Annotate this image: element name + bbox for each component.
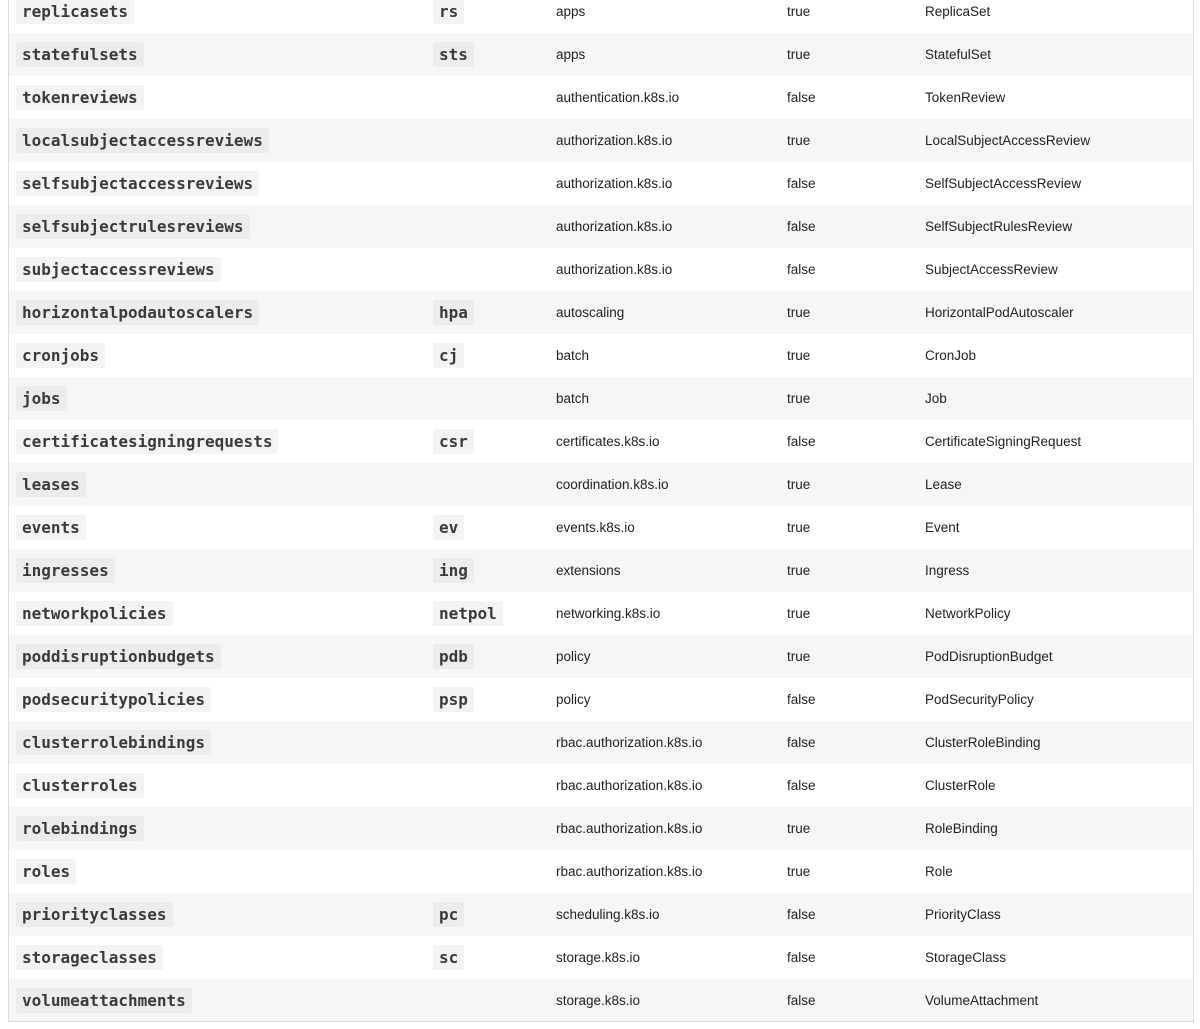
apigroup-cell-text: coordination.k8s.io: [556, 476, 669, 492]
kind-cell-text: Lease: [925, 476, 962, 492]
kind-cell: [925, 893, 1193, 936]
kind-cell-text: Event: [925, 519, 960, 535]
namespaced-cell: [787, 592, 925, 635]
shortnames-cell: [422, 592, 556, 635]
namespaced-cell: [787, 893, 925, 936]
resource-name-cell-code: certificatesigningrequests: [16, 429, 278, 454]
apigroup-cell-text: policy: [556, 691, 591, 707]
kind-cell: [925, 463, 1193, 506]
kind-cell: [925, 721, 1193, 764]
shortnames-cell: [422, 334, 556, 377]
apigroup-cell-text: scheduling.k8s.io: [556, 906, 660, 922]
apigroup-cell: [556, 119, 787, 162]
apigroup-cell: [556, 463, 787, 506]
kind-cell-text: Ingress: [925, 562, 970, 578]
apigroup-cell: [556, 0, 787, 33]
resource-name-cell: [9, 549, 422, 592]
shortnames-cell: [422, 721, 556, 764]
apigroup-cell-text: policy: [556, 648, 591, 664]
table-row: [9, 33, 1193, 76]
table-row: [9, 678, 1193, 721]
resource-name-cell-code: rolebindings: [16, 816, 144, 841]
shortnames-cell: [422, 764, 556, 807]
resource-name-cell: [9, 420, 422, 463]
kind-cell-text: NetworkPolicy: [925, 605, 1011, 621]
namespaced-cell-text: false: [787, 691, 816, 707]
shortnames-cell: [422, 678, 556, 721]
resource-name-cell: [9, 248, 422, 291]
table-row: [9, 119, 1193, 162]
resource-name-cell: [9, 678, 422, 721]
kind-cell: [925, 162, 1193, 205]
namespaced-cell: [787, 420, 925, 463]
apigroup-cell-text: extensions: [556, 562, 621, 578]
kind-cell: [925, 592, 1193, 635]
namespaced-cell-text: false: [787, 949, 816, 965]
resource-name-cell-code: statefulsets: [16, 42, 144, 67]
apigroup-cell: [556, 850, 787, 893]
namespaced-cell-text: false: [787, 734, 816, 750]
shortnames-cell: [422, 76, 556, 119]
shortnames-cell-code: sc: [433, 945, 464, 970]
apigroup-cell: [556, 33, 787, 76]
resource-name-cell: [9, 635, 422, 678]
apigroup-cell-text: rbac.authorization.k8s.io: [556, 863, 703, 879]
namespaced-cell-text: false: [787, 89, 816, 105]
shortnames-cell: [422, 0, 556, 33]
resource-name-cell: [9, 377, 422, 420]
resource-name-cell-code: jobs: [16, 386, 67, 411]
resource-name-cell-code: selfsubjectaccessreviews: [16, 171, 259, 196]
kind-cell: [925, 420, 1193, 463]
apigroup-cell: [556, 549, 787, 592]
kind-cell-text: CronJob: [925, 347, 977, 363]
kind-cell: [925, 936, 1193, 979]
namespaced-cell: [787, 936, 925, 979]
namespaced-cell-text: true: [787, 476, 811, 492]
shortnames-cell-code: rs: [433, 0, 464, 24]
shortnames-cell: [422, 549, 556, 592]
apigroup-cell: [556, 807, 787, 850]
shortnames-cell: [422, 119, 556, 162]
table-row: [9, 377, 1193, 420]
table-row: [9, 506, 1193, 549]
table-row: [9, 334, 1193, 377]
namespaced-cell: [787, 377, 925, 420]
kind-cell: [925, 377, 1193, 420]
namespaced-cell-text: true: [787, 562, 811, 578]
namespaced-cell: [787, 291, 925, 334]
shortnames-cell: [422, 248, 556, 291]
apigroup-cell-text: batch: [556, 390, 590, 406]
resource-name-cell-code: roles: [16, 859, 76, 884]
table-row: [9, 463, 1193, 506]
apigroup-cell-text: autoscaling: [556, 304, 625, 320]
apigroup-cell: [556, 936, 787, 979]
table-row: [9, 291, 1193, 334]
shortnames-cell: [422, 420, 556, 463]
table-row: [9, 936, 1193, 979]
namespaced-cell-text: true: [787, 605, 811, 621]
resource-name-cell-code: tokenreviews: [16, 85, 144, 110]
resource-name-cell-code: localsubjectaccessreviews: [16, 128, 269, 153]
apigroup-cell-text: rbac.authorization.k8s.io: [556, 820, 703, 836]
shortnames-cell-code: cj: [433, 343, 464, 368]
resource-name-cell: [9, 979, 422, 1022]
table-body: [9, 0, 1193, 1022]
apigroup-cell-text: rbac.authorization.k8s.io: [556, 777, 703, 793]
kind-cell-text: HorizontalPodAutoscaler: [925, 304, 1074, 320]
resource-name-cell-code: clusterrolebindings: [16, 730, 211, 755]
namespaced-cell-text: true: [787, 820, 811, 836]
table-row: [9, 162, 1193, 205]
namespaced-cell: [787, 807, 925, 850]
api-resources-table-container: [8, 0, 1194, 1022]
namespaced-cell-text: true: [787, 3, 811, 19]
resource-name-cell: [9, 807, 422, 850]
namespaced-cell-text: false: [787, 175, 816, 191]
table-row: [9, 893, 1193, 936]
shortnames-cell: [422, 850, 556, 893]
kind-cell-text: VolumeAttachment: [925, 992, 1039, 1008]
shortnames-cell: [422, 33, 556, 76]
resource-name-cell-code: subjectaccessreviews: [16, 257, 221, 282]
apigroup-cell-text: authorization.k8s.io: [556, 132, 673, 148]
kind-cell-text: RoleBinding: [925, 820, 998, 836]
resource-name-cell: [9, 119, 422, 162]
kind-cell-text: ClusterRole: [925, 777, 996, 793]
apigroup-cell: [556, 635, 787, 678]
kind-cell: [925, 291, 1193, 334]
resource-name-cell: [9, 850, 422, 893]
namespaced-cell-text: false: [787, 777, 816, 793]
namespaced-cell: [787, 506, 925, 549]
namespaced-cell-text: true: [787, 347, 811, 363]
apigroup-cell-text: certificates.k8s.io: [556, 433, 660, 449]
namespaced-cell: [787, 33, 925, 76]
resource-name-cell-code: storageclasses: [16, 945, 163, 970]
apigroup-cell-text: apps: [556, 3, 586, 19]
resource-name-cell-code: networkpolicies: [16, 601, 173, 626]
apigroup-cell: [556, 893, 787, 936]
namespaced-cell: [787, 764, 925, 807]
shortnames-cell-code: pdb: [433, 644, 474, 669]
resource-name-cell: [9, 592, 422, 635]
kind-cell-text: StatefulSet: [925, 46, 992, 62]
kind-cell-text: Role: [925, 863, 953, 879]
apigroup-cell-text: rbac.authorization.k8s.io: [556, 734, 703, 750]
apigroup-cell: [556, 678, 787, 721]
shortnames-cell: [422, 377, 556, 420]
namespaced-cell-text: false: [787, 218, 816, 234]
namespaced-cell: [787, 678, 925, 721]
kind-cell-text: PodSecurityPolicy: [925, 691, 1034, 707]
resource-name-cell-code: poddisruptionbudgets: [16, 644, 221, 669]
table-row: [9, 979, 1193, 1022]
namespaced-cell-text: true: [787, 390, 811, 406]
resource-name-cell: [9, 0, 422, 33]
namespaced-cell-text: false: [787, 261, 816, 277]
table-row: [9, 0, 1193, 33]
namespaced-cell-text: true: [787, 132, 811, 148]
kind-cell-text: SelfSubjectRulesReview: [925, 218, 1073, 234]
resource-name-cell: [9, 205, 422, 248]
namespaced-cell: [787, 0, 925, 33]
namespaced-cell-text: false: [787, 906, 816, 922]
kind-cell-text: TokenReview: [925, 89, 1006, 105]
resource-name-cell: [9, 764, 422, 807]
table-row: [9, 850, 1193, 893]
apigroup-cell-text: storage.k8s.io: [556, 949, 641, 965]
apigroup-cell: [556, 205, 787, 248]
resource-name-cell: [9, 334, 422, 377]
shortnames-cell-code: netpol: [433, 601, 503, 626]
resource-name-cell: [9, 76, 422, 119]
table-row: [9, 205, 1193, 248]
namespaced-cell-text: true: [787, 863, 811, 879]
namespaced-cell-text: true: [787, 46, 811, 62]
apigroup-cell: [556, 377, 787, 420]
api-resources-table: [9, 0, 1193, 1022]
resource-name-cell-code: ingresses: [16, 558, 115, 583]
kind-cell-text: Job: [925, 390, 947, 406]
namespaced-cell: [787, 334, 925, 377]
namespaced-cell-text: true: [787, 304, 811, 320]
apigroup-cell-text: authorization.k8s.io: [556, 175, 673, 191]
namespaced-cell: [787, 635, 925, 678]
table-row: [9, 592, 1193, 635]
shortnames-cell-code: csr: [433, 429, 474, 454]
shortnames-cell-code: psp: [433, 687, 474, 712]
namespaced-cell: [787, 463, 925, 506]
kind-cell: [925, 248, 1193, 291]
kind-cell-text: SelfSubjectAccessReview: [925, 175, 1082, 191]
kind-cell: [925, 850, 1193, 893]
table-row: [9, 807, 1193, 850]
shortnames-cell-code: hpa: [433, 300, 474, 325]
kind-cell: [925, 635, 1193, 678]
apigroup-cell: [556, 592, 787, 635]
kind-cell: [925, 764, 1193, 807]
apigroup-cell: [556, 291, 787, 334]
namespaced-cell: [787, 76, 925, 119]
resource-name-cell: [9, 33, 422, 76]
resource-name-cell-code: horizontalpodautoscalers: [16, 300, 259, 325]
resource-name-cell: [9, 463, 422, 506]
table-row: [9, 76, 1193, 119]
table-row: [9, 721, 1193, 764]
resource-name-cell: [9, 291, 422, 334]
namespaced-cell: [787, 248, 925, 291]
apigroup-cell: [556, 334, 787, 377]
apigroup-cell-text: events.k8s.io: [556, 519, 635, 535]
shortnames-cell: [422, 936, 556, 979]
shortnames-cell: [422, 162, 556, 205]
resource-name-cell: [9, 506, 422, 549]
resource-name-cell-code: clusterroles: [16, 773, 144, 798]
apigroup-cell: [556, 764, 787, 807]
namespaced-cell-text: true: [787, 519, 811, 535]
shortnames-cell: [422, 635, 556, 678]
apigroup-cell: [556, 979, 787, 1022]
kind-cell-text: PriorityClass: [925, 906, 1001, 922]
kind-cell: [925, 119, 1193, 162]
resource-name-cell-code: podsecuritypolicies: [16, 687, 211, 712]
kind-cell-text: CertificateSigningRequest: [925, 433, 1082, 449]
kind-cell-text: ReplicaSet: [925, 3, 991, 19]
namespaced-cell: [787, 162, 925, 205]
kind-cell: [925, 33, 1193, 76]
resource-name-cell: [9, 936, 422, 979]
kind-cell: [925, 76, 1193, 119]
shortnames-cell-code: pc: [433, 902, 464, 927]
kind-cell-text: LocalSubjectAccessReview: [925, 132, 1091, 148]
shortnames-cell: [422, 205, 556, 248]
kind-cell: [925, 205, 1193, 248]
resource-name-cell-code: priorityclasses: [16, 902, 173, 927]
shortnames-cell-code: ing: [433, 558, 474, 583]
namespaced-cell-text: false: [787, 992, 816, 1008]
kind-cell-text: SubjectAccessReview: [925, 261, 1058, 277]
apigroup-cell-text: apps: [556, 46, 586, 62]
resource-name-cell-code: selfsubjectrulesreviews: [16, 214, 250, 239]
namespaced-cell-text: false: [787, 433, 816, 449]
resource-name-cell-code: events: [16, 515, 86, 540]
shortnames-cell: [422, 291, 556, 334]
apigroup-cell-text: authorization.k8s.io: [556, 218, 673, 234]
namespaced-cell: [787, 205, 925, 248]
apigroup-cell: [556, 248, 787, 291]
shortnames-cell: [422, 807, 556, 850]
kind-cell: [925, 334, 1193, 377]
kind-cell: [925, 549, 1193, 592]
apigroup-cell: [556, 76, 787, 119]
shortnames-cell: [422, 506, 556, 549]
resource-name-cell: [9, 721, 422, 764]
namespaced-cell: [787, 979, 925, 1022]
resource-name-cell-code: volumeattachments: [16, 988, 192, 1013]
resource-name-cell-code: leases: [16, 472, 86, 497]
shortnames-cell: [422, 463, 556, 506]
namespaced-cell: [787, 119, 925, 162]
resource-name-cell: [9, 893, 422, 936]
table-row: [9, 764, 1193, 807]
resource-name-cell: [9, 162, 422, 205]
namespaced-cell-text: true: [787, 648, 811, 664]
namespaced-cell: [787, 850, 925, 893]
kind-cell: [925, 678, 1193, 721]
apigroup-cell-text: networking.k8s.io: [556, 605, 661, 621]
apigroup-cell-text: authentication.k8s.io: [556, 89, 680, 105]
apigroup-cell-text: authorization.k8s.io: [556, 261, 673, 277]
kind-cell-text: ClusterRoleBinding: [925, 734, 1041, 750]
shortnames-cell: [422, 893, 556, 936]
apigroup-cell: [556, 162, 787, 205]
apigroup-cell-text: batch: [556, 347, 590, 363]
kind-cell: [925, 807, 1193, 850]
table-row: [9, 420, 1193, 463]
table-row: [9, 635, 1193, 678]
kind-cell: [925, 506, 1193, 549]
table-row: [9, 248, 1193, 291]
apigroup-cell: [556, 420, 787, 463]
apigroup-cell: [556, 506, 787, 549]
shortnames-cell-code: sts: [433, 42, 474, 67]
kind-cell-text: PodDisruptionBudget: [925, 648, 1053, 664]
table-row: [9, 549, 1193, 592]
namespaced-cell: [787, 721, 925, 764]
kind-cell-text: StorageClass: [925, 949, 1007, 965]
kind-cell: [925, 979, 1193, 1022]
apigroup-cell: [556, 721, 787, 764]
kind-cell: [925, 0, 1193, 33]
resource-name-cell-code: replicasets: [16, 0, 134, 24]
namespaced-cell: [787, 549, 925, 592]
shortnames-cell-code: ev: [433, 515, 464, 540]
shortnames-cell: [422, 979, 556, 1022]
resource-name-cell-code: cronjobs: [16, 343, 105, 368]
apigroup-cell-text: storage.k8s.io: [556, 992, 641, 1008]
